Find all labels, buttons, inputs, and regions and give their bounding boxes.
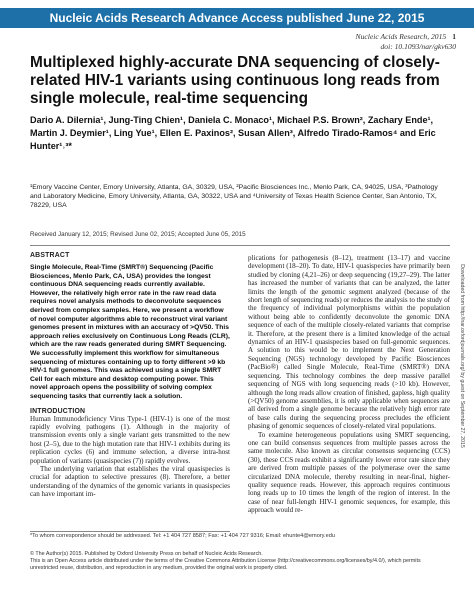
right-paragraph-1: plications for pathogenesis (8–12), treatment (13–17) and vaccine development (18–20). To date, HIV-1 quasispecies have primarily been studied by cloning (4,21–26) or deep sequencing (19,27–29). The latter has increased the number of variants that can be analyzed, the latter limits the length of the genomic segment analyzed (because of the short length of sequencing reads) or reduces the analysis to the study of the frequency of individual polymorphisms within the population without being able to confidently deconvolute the genomic DNA sequence of each of the multiple closely-related variants that comprise it. Therefore, at the present there is a limited knowledge of the actual dynamics of an HIV-1 quasispecies based on full-genomic sequences. A solution to this would be to implement the Next Generation Sequencing (NGS) technology developed by Pacific Biosciences (PacBio®) called Single Molecule, Real-Time (SMRT®) DNA sequencing. This technology combines the deep massive parallel sequencing of NGS with long sequencing reads (>10 kb). However, although the long reads allow creation of finished, gapless, high quality (>QV50) genome assemblies, it is only applicable when sequences are all derived from a single genome because the relatively high error rate of base calls during the sequencing process precludes the efficient phasing of genomic sequences of closely-related viral populations. — [248, 254, 450, 431]
abstract-heading: ABSTRACT — [30, 252, 70, 259]
header-divider — [30, 245, 450, 246]
download-note: Downloaded from http://nar.oxfordjournals.org/ by guest on September 27, 2015 — [459, 264, 465, 448]
intro-paragraph-1: Human Immunodeficiency Virus Type-1 (HIV-1) is one of the most rapidly evolving pathogens (1). Although in the majority of transmission events only a single variant gets transmitted to the new host (2–5), due to the high mutation rate that HIV-1 exhibits during its replication cycles (6) and immune selection, a diverse intra-host population of variants (quasispecies (7)) rapidly evolves. — [30, 414, 230, 465]
journal-name: Nucleic Acids Research, 2015 — [355, 32, 447, 41]
article-title: Multiplexed highly-accurate DNA sequencing of closely-related HIV-1 variants using continuous long reads from single molecule, real-time sequencing — [30, 54, 440, 107]
copyright-notice — [30, 551, 450, 572]
intro-paragraph-2: The underlying variation that establishes the viral quasispecies is crucial for adaption to selective pressures (8). Therefore, a better understanding of the dynamics of the genomic variants in quasispecies can have important im- — [30, 464, 230, 499]
page-number: 1 — [452, 32, 456, 41]
received-dates: Received January 12, 2015; Revised June 02, 2015; Accepted June 05, 2015 — [30, 231, 246, 238]
doi[interactable]: doi: 10.1093/nar/gkv630 — [380, 42, 456, 51]
journal-citation — [356, 32, 456, 52]
download-sidebar — [456, 206, 468, 506]
abstract-text: Single Molecule, Real-Time (SMRT®) Sequencing (Pacific Biosciences, Menlo Park, CA, USA) provides the longest continuous DNA sequencing reads currently available. However, the relatively high error rate in the raw read data requires novel analysis methods to deconvolute sequences derived from complex samples. Here, we present a workflow of novel computer algorithms able to reconstruct viral variant genomes present in mixtures with an accuracy of >QV50. This approach relies exclusively on Continuous Long Reads (CLR), which are the raw reads generated during SMRT Sequencing. We successfully implement this workflow for simultaneous sequencing of mixtures containing up to forty different >9 kb HIV-1 full genomes. This was achieved using a single SMRT Cell for each mixture and desktop computing power. This novel approach opens the possibility of solving complex sequencing tasks that currently lack a solution. — [30, 264, 230, 400]
introduction-body — [30, 415, 230, 499]
right-column — [248, 254, 450, 515]
left-column — [30, 252, 230, 499]
author-list: Dario A. Dilernia¹, Jung-Ting Chien¹, Daniela C. Monaco¹, Michael P.S. Brown², Zachary Ende¹, Martin J. Deymier¹, Ling Yue¹, Ellen E. Paxinos², Susan Allen³, Alfredo Tirado-Ramos⁴ and Eric Hunter¹˒³* — [30, 115, 436, 151]
advance-access-banner — [0, 8, 474, 28]
introduction-heading: INTRODUCTION — [30, 407, 86, 415]
affiliations: ¹Emory Vaccine Center, Emory University, Atlanta, GA, 30329, USA, ²Pacific Biosciences Inc., Menlo Park, CA, 94025, USA, ³Pathology and Laboratory Medicine, Emory University, Atlanta, GA, 30322, USA and ⁴University of Texas Health Science Center, San Antonio, TX, 78229, USA — [30, 184, 438, 210]
copyright-line: © The Author(s) 2015. Published by Oxford University Press on behalf of Nucleic Acids Research. — [30, 551, 263, 557]
license-line: This is an Open Access article distributed under the terms of the Creative Commons Attribution License (http://creativecommons.org/licenses/by/4.0/), which permits unrestricted reuse, distribution, and reproduction in any medium, provided the original work is properly cited. — [30, 558, 421, 571]
banner-text: Nucleic Acids Research Advance Access published June 22, 2015 — [49, 11, 425, 25]
right-paragraph-2: To examine heterogeneous populations using SMRT sequencing, one can build consensus sequences from multiple passes across the same molecule. Also known as circular consensus sequencing (CCS) (30), these CCS reads exhibit a significantly lower error rate since they are derived from multiple passes of the polymerase over the same circularized DNA molecule, thereby resulting in near-final, higher-quality sequence reads. However, this approach requires continuous long reads up to 10 times the length of the region of interest. In the case of near full-length HIV-1 genomic sequences, for example, this approach would re- — [248, 430, 450, 515]
correspondence-footnote: *To whom correspondence should be addressed. Tel: +1 404 727 8587; Fax: +1 404 727 9316; Email: ehunte4@emory.edu — [30, 533, 335, 539]
footnote-divider — [30, 531, 230, 532]
